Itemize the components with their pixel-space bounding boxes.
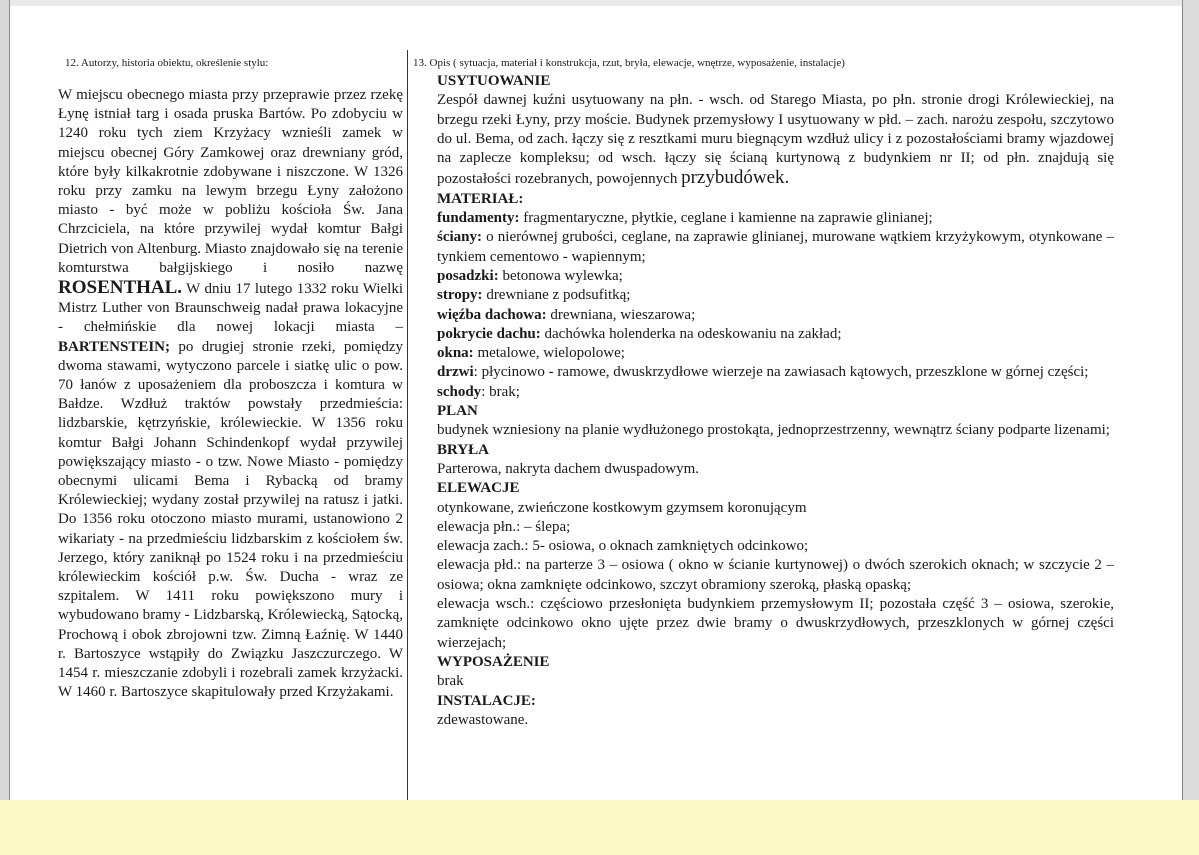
bottom-margin-strip xyxy=(0,800,1199,855)
material-item: więźba dachowa: drewniana, wieszarowa; xyxy=(437,306,696,323)
elewacje-line: elewacja płd.: na parterze 3 – osiowa ( okno w ścianie kurtynowej) o dwóch szerokich oknach; w szczycie 2 – osiowa; okna zamknięte odcinkowo, szczyt obramiony szeroką, płaską opaską; xyxy=(437,557,1114,593)
elewacje-line: otynkowane, zwieńczone kostkowym gzymsem koronującym xyxy=(437,499,807,516)
plan-paragraph: budynek wzniesiony na planie wydłużonego prostokąta, jednoprzestrzenny, wewnątrz ściany podparte lizenami; xyxy=(437,422,1110,439)
material-item: ściany: o nierównej grubości, ceglane, na zaprawie glinianej, murowane wątkiem krzyżykowym, otynkowane – tynkiem cementowo - wapiennym; xyxy=(437,229,1114,265)
historic-name-rosenthal: ROSENTHAL. xyxy=(58,277,183,299)
section-12-header: 12. Autorzy, historia obiektu, określenie stylu: xyxy=(65,57,269,69)
page-edge-top xyxy=(0,0,1199,6)
elewacje-line: elewacja wsch.: częściowo przesłonięta budynkiem przemysłowym II; pozostała część 3 – osiowa, szerokie, zamknięte odcinkowo okno ujęte przez dwie bramy o dwuskrzydłowych, przeszklonych w górnej części wierzejach; xyxy=(437,596,1114,651)
history-text xyxy=(58,86,403,703)
instalacje-paragraph: zdewastowane. xyxy=(437,711,529,728)
material-item: stropy: drewniane z podsufitką; xyxy=(437,287,631,304)
material-item: schody: brak; xyxy=(437,383,520,400)
section-13-header: 13. Opis ( sytuacja, materiał i konstrukcja, rzut, bryła, elewacje, wnętrze, wyposażenie, instalacje) xyxy=(413,57,845,69)
instalacje-heading: INSTALACJE: xyxy=(437,692,536,709)
material-item: fundamenty: fragmentaryczne, płytkie, ceglane i kamienne na zaprawie glinianej; xyxy=(437,210,933,227)
bryla-heading: BRYŁA xyxy=(437,441,489,458)
material-item: pokrycie dachu: dachówka holenderka na odeskowaniu na zakład; xyxy=(437,325,842,342)
material-item: posadzki: betonowa wylewka; xyxy=(437,267,623,284)
elewacje-line: elewacja płn.: – ślepa; xyxy=(437,518,571,535)
history-paragraph-1: W miejscu obecnego miasta przy przeprawie przez rzekę Łynę istniał targ i osada pruska Bartów. Po zdobyciu w 1240 roku tych ziem Krzyżacy wznieśli zamek w miejscu obecnej Góry Zamkowej oraz drewniany gród, które były kilkakrotnie zdobywane i niszczone. W 1326 roku przy zamku na lewym brzegu Łyny założono miasto - być może w pobliżu kościoła Św. Jana Chrzciciela, na które przywilej wydał komtur Bałgi Dietrich von Altenburg. Miasto znajdowało się na terenie komturstwa bałgijskiego i nosiło nazwę xyxy=(58,87,403,276)
wyposazenie-heading: WYPOSAŻENIE xyxy=(437,653,550,670)
plan-heading: PLAN xyxy=(437,403,478,420)
usytuowanie-heading: USYTUOWANIE xyxy=(437,73,551,89)
elewacje-line: elewacja zach.: 5- osiowa, o oknach zamkniętych odcinkowo; xyxy=(437,538,809,555)
usytuowanie-last-word: przybudówek. xyxy=(681,167,790,189)
usytuowanie-paragraph: Zespół dawnej kuźni usytuowany na płn. - wsch. od Starego Miasta, po płn. stronie drogi Królewieckiej, na brzegu rzeki Łyny, przy moście. Budynek przemysłowy I usytuowany w płd. – zach. narożu zespołu, szczytowo do ul. Bema, od zach. łączy się z resztkami muru biegnącym wzdłuż ulicy i z pozostałościami bramy wjazdowej na zaplecze kompleksu; od wsch. łączy się ścianą kurtynową z budynkiem nr II; od płn. znajdują się pozostałości rozebranych, powojennych przybudówek. xyxy=(437,92,1114,189)
column-divider xyxy=(407,50,408,800)
page-edge-right xyxy=(1182,0,1199,800)
bryla-paragraph: Parterowa, nakryta dachem dwuspadowym. xyxy=(437,460,700,477)
material-heading: MATERIAŁ: xyxy=(437,190,524,207)
historic-name-bartenstein: BARTENSTEIN; xyxy=(58,338,171,355)
material-item: drzwi: płycinowo - ramowe, dwuskrzydłowe wierzeje na zawiasach kątowych, przeszklone w górnej części; xyxy=(437,364,1089,381)
material-item: okna: metalowe, wielopolowe; xyxy=(437,345,625,362)
elewacje-heading: ELEWACJE xyxy=(437,480,520,497)
description-text xyxy=(437,72,1114,730)
history-paragraph-2: W dniu 17 lutego 1332 roku Wielki Mistrz Luther von Braunschweig nadał prawa lokacyjne - chełmińskie dla nowej lokacji miasta – xyxy=(58,281,403,336)
history-paragraph-3: po drugiej stronie rzeki, pomiędzy dwoma stawami, wytyczono parcele i siatkę ulic o pow. 70 łanów z uposażeniem dla proboszcza i komtura w Bałdze. Wzdłuż traktów powstały przedmieścia: lidzbarskie, kętrzyńskie, królewieckie. W 1356 roku komtur Bałgi Johann Schindenkopf wydał przywilej powiększający miasto - o tzw. Nowe Miasto - pomiędzy obecnymi ulicami Bema i Rybacką od bramy Królewieckiej; wydany został przywilej na ratusz i jatki. Do 1356 roku otoczono miasto murami, ustanowiono 2 wikariaty - na przedmieściu lidzbarskim z kościołem św. Jerzego, który zaniknął po 1524 roku i na przedmieściu królewieckim kościół p.w. Św. Ducha - wraz ze szpitalem. W 1411 roku powiększono mury i wybudowano bramy - Lidzbarską, Królewiecką, Sątocką, Prochową i obok zbrojowni tzw. Zimną Łaźnię. W 1440 r. Bartoszyce wstąpiły do Związku Jaszczurczego. W 1454 r. mieszczanie zdobyli i rozebrali zamek krzyżacki. W 1460 r. Bartoszyce skapitulowały przed Krzyżakami. xyxy=(58,338,403,701)
page-edge-left xyxy=(0,0,10,800)
wyposazenie-paragraph: brak xyxy=(437,673,464,690)
